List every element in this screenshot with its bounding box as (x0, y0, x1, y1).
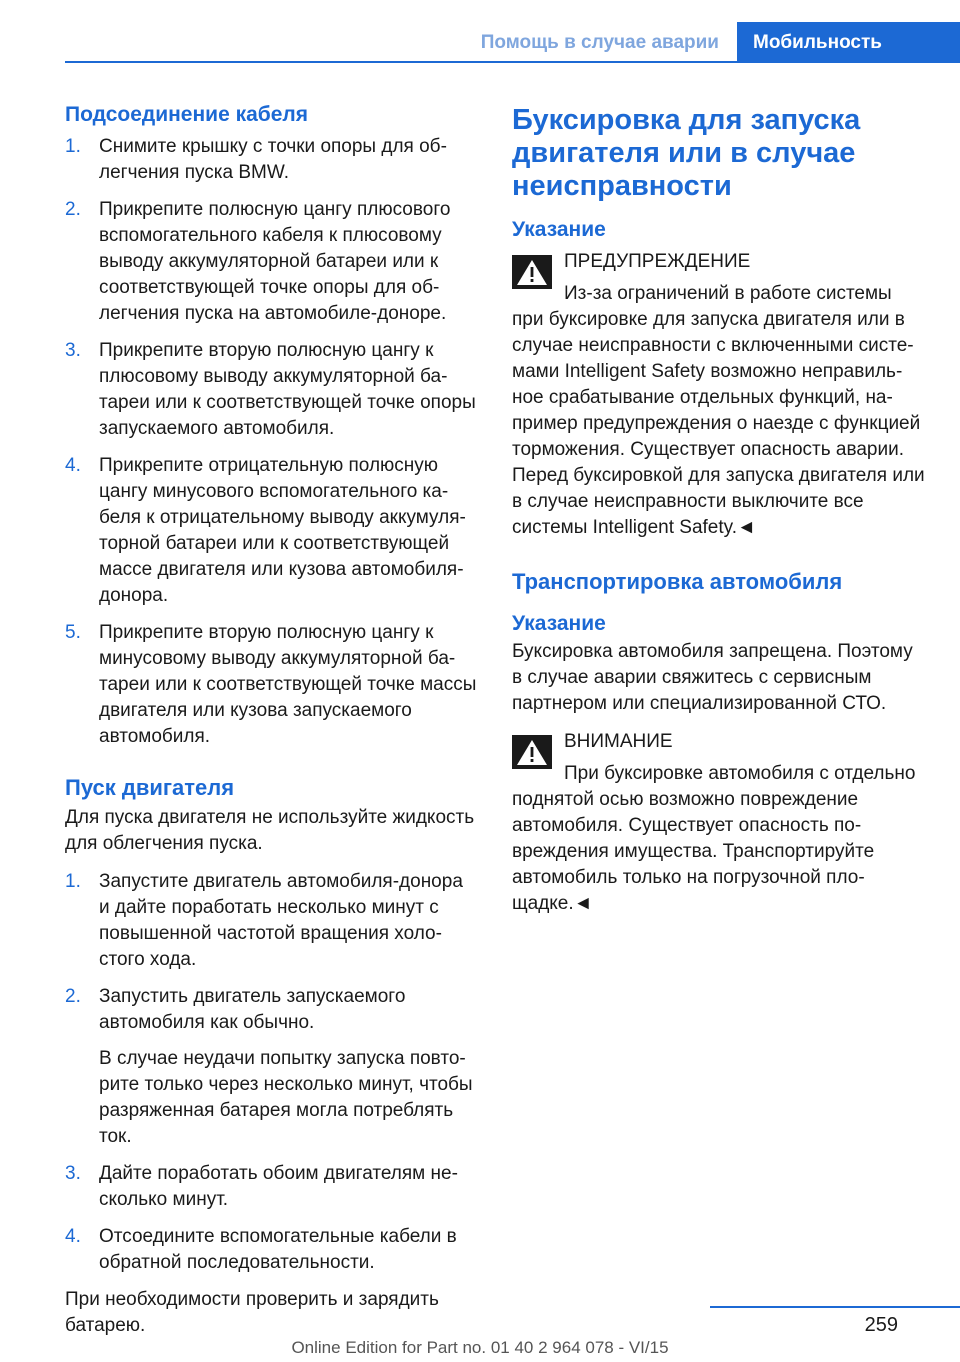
transport-heading: Транспортировка автомобиля (512, 569, 843, 594)
step-text: Снимите крышку с точки опоры для облегчения пуска BMW. (99, 136, 447, 183)
step-text: Прикрепите вторую полюсную цангу к минусовому выводу аккумуляторной батареи или к соответствующей точке массы двигателя или кузова запускаемого автомобиля. (99, 622, 477, 747)
warning-triangle-icon (512, 255, 552, 289)
step-text: Прикрепите отрицательную полюсную цангу минусового вспомогательного кабеля к отрицательному выводу аккумуляторной батареи или к соответствующей массе двигателя или кузова автомобиля-донора. (99, 455, 466, 606)
note-heading: Указание (512, 218, 606, 241)
list-item (65, 1161, 477, 1213)
caution-text: При буксировке автомобиля с отдельно поднятой осью возможно повреждение автомобиля. Существует опасность повреждения имущества. Транспортируйте автомобиль только на погрузочной площадке.◄ (512, 763, 916, 914)
step-number: 1. (65, 871, 81, 892)
engine-start-intro: Для пуска двигателя не используйте жидкость для облегчения пуска. (65, 807, 475, 854)
list-item (65, 984, 477, 1150)
transport-note-text: Буксировка автомобиля запрещена. Поэтому в случае аварии свяжитесь с сервисным партнером или специализированной СТО. (512, 641, 913, 714)
step-number: 5. (65, 622, 81, 643)
caution-block (512, 729, 927, 917)
engine-start-steps-list (65, 869, 477, 1276)
cable-heading: Подсоединение кабеля (65, 103, 309, 126)
right-column (512, 100, 927, 929)
step-text: Запустить двигатель запускаемого автомобиля как обычно. (99, 986, 406, 1033)
list-item (65, 620, 477, 750)
warning-text: Из-за ограничений в работе системы при буксировке для запуска двигателя или в случае неисправности с включенными системами Intelligent Safety возможно неправильное срабатывание отдельных функций, например предупреждения о наезде с функцией торможения. Существует опасность аварии. Перед буксировкой для запуска двигателя или в случае неисправности выключите все системы Intelligent Safety.◄ (512, 283, 925, 538)
warning-title: ПРЕДУПРЕЖДЕНИЕ (564, 251, 751, 272)
list-item (65, 869, 477, 973)
engine-start-heading: Пуск двигателя (65, 775, 235, 800)
step-subnote: В случае неудачи попытку запуска повторите только через несколько минут, чтобы разряженная батарея могла потреблять ток. (99, 1048, 473, 1147)
step-text: Отсоедините вспомогательные кабели в обратной последовательности. (99, 1226, 457, 1273)
step-number: 3. (65, 1163, 81, 1184)
cable-steps-list (65, 134, 477, 750)
header-chapter-tab[interactable]: Мобильность (737, 22, 960, 63)
step-text: Дайте поработать обоим двигателям несколько минут. (99, 1163, 458, 1210)
left-column (65, 100, 477, 1351)
warning-block (512, 249, 927, 541)
step-text: Прикрепите полюсную цангу плюсового вспомогательного кабеля к плюсовому выводу аккумуляторной батареи или к соответствующей точке опоры для облегчения пуска на автомобиле-доноре. (99, 199, 451, 324)
step-number: 1. (65, 136, 81, 157)
step-text: Запустите двигатель автомобиля-донора и дайте поработать несколько минут с повышенной частотой вращения холостого хода. (99, 871, 463, 970)
list-item (65, 338, 477, 442)
footer-rule (710, 1306, 960, 1308)
step-number: 2. (65, 986, 81, 1007)
list-item (65, 134, 477, 186)
step-text: Прикрепите вторую полюсную цангу к плюсовому выводу аккумуляторной батареи или к соответствующей точке опоры запускаемого автомобиля. (99, 340, 476, 439)
engine-start-outro: При необходимости проверить и зарядить батарею. (65, 1289, 439, 1336)
list-item (65, 453, 477, 609)
towing-heading: Буксировка для запуска двигателя или в случае неисправности (512, 104, 861, 202)
step-number: 4. (65, 455, 81, 476)
warning-triangle-icon (512, 735, 552, 769)
list-item (65, 197, 477, 327)
step-number: 3. (65, 340, 81, 361)
page-number: 259 (864, 1314, 898, 1336)
edition-line: Online Edition for Part no. 01 40 2 964 078 - VI/15 (291, 1338, 669, 1357)
page-header (0, 22, 960, 62)
header-rule (65, 61, 960, 63)
step-number: 2. (65, 199, 81, 220)
header-section-tab[interactable]: Помощь в случае аварии (480, 32, 719, 53)
step-number: 4. (65, 1226, 81, 1247)
note-heading: Указание (512, 612, 606, 635)
list-item (65, 1224, 477, 1276)
caution-title: ВНИМАНИЕ (564, 731, 673, 752)
